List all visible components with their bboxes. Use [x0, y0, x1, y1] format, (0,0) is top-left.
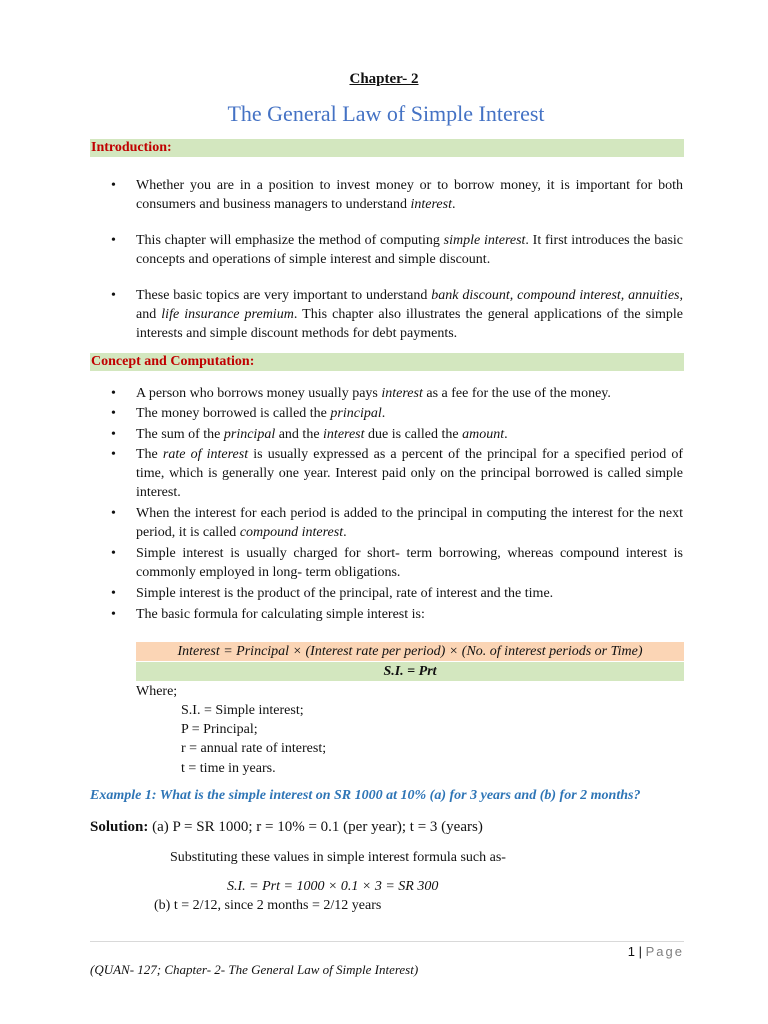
page-title: The General Law of Simple Interest — [227, 101, 545, 126]
formula-si: S.I. = Prt — [136, 662, 684, 681]
def-r: r = annual rate of interest; — [181, 741, 327, 756]
concept-bullet-3: The sum of the principal and the interest due is called the amount. — [136, 427, 508, 442]
bullet-icon: • — [111, 586, 116, 601]
concept-bullet-4: The rate of interest is usually expressed as a percent of the principal for a specified period of time, which is generally one year. Interest paid only on the principal borrowed is called simple interest. — [136, 447, 684, 500]
concept-bullet-2: The money borrowed is called the principal. — [136, 406, 386, 421]
bullet-icon: • — [111, 233, 116, 248]
bullet-icon: • — [111, 288, 116, 303]
concept-bullet-1: A person who borrows money usually pays interest as a fee for the use of the money. — [136, 386, 611, 401]
footer-divider — [90, 941, 684, 942]
si-calculation: S.I. = Prt = 1000 × 0.1 × 3 = SR 300 — [227, 879, 439, 894]
bullet-icon: • — [111, 386, 116, 401]
intro-bullet-2: This chapter will emphasize the method of computing simple interest. It first introduces the basic concepts and operations of simple interest and simple discount. — [136, 233, 683, 267]
page-number: 1 | Page — [627, 944, 684, 959]
where-label: Where; — [136, 684, 178, 699]
solution-b: (b) t = 2/12, since 2 months = 2/12 years — [154, 898, 382, 913]
bullet-icon: • — [111, 406, 116, 421]
bullet-icon: • — [111, 506, 116, 521]
concept-bullet-6: Simple interest is usually charged for short- term borrowing, whereas compound interest is commonly employed in long- term obligations. — [136, 546, 683, 580]
intro-bullet-3: These basic topics are very important to understand bank discount, compound interest, annuities, and life insurance premium. This chapter also illustrates the general applications of the simple interests and simple discount methods for debt payments. — [136, 288, 683, 341]
def-t: t = time in years. — [181, 761, 276, 776]
section-heading-introduction: Introduction: — [90, 139, 684, 157]
bullet-icon: • — [111, 607, 116, 622]
bullet-icon: • — [111, 178, 116, 193]
example-heading: Example 1: What is the simple interest on SR 1000 at 10% (a) for 3 years and (b) for 2 months? — [90, 788, 641, 803]
concept-bullet-7: Simple interest is the product of the principal, rate of interest and the time. — [136, 586, 554, 601]
formula-interest: Interest = Principal × (Interest rate per period) × (No. of interest periods or Time) — [136, 642, 684, 661]
substituting-text: Substituting these values in simple interest formula such as- — [170, 850, 506, 865]
intro-bullet-1: Whether you are in a position to invest money or to borrow money, it is important for both consumers and business managers to understand interest. — [136, 178, 683, 212]
footer-text: (QUAN- 127; Chapter- 2- The General Law of Simple Interest) — [90, 962, 419, 977]
chapter-label: Chapter- 2 — [349, 71, 419, 87]
solution-a: Solution: (a) P = SR 1000; r = 10% = 0.1 (per year); t = 3 (years) — [90, 819, 483, 835]
bullet-icon: • — [111, 427, 116, 442]
bullet-icon: • — [111, 447, 116, 462]
def-p: P = Principal; — [181, 722, 258, 737]
concept-bullet-5: When the interest for each period is added to the principal in computing the interest for the next period, it is called compound interest. — [136, 506, 683, 540]
def-si: S.I. = Simple interest; — [181, 703, 304, 718]
concept-bullet-8: The basic formula for calculating simple interest is: — [136, 607, 425, 622]
bullet-icon: • — [111, 546, 116, 561]
section-heading-concept: Concept and Computation: — [90, 353, 684, 371]
